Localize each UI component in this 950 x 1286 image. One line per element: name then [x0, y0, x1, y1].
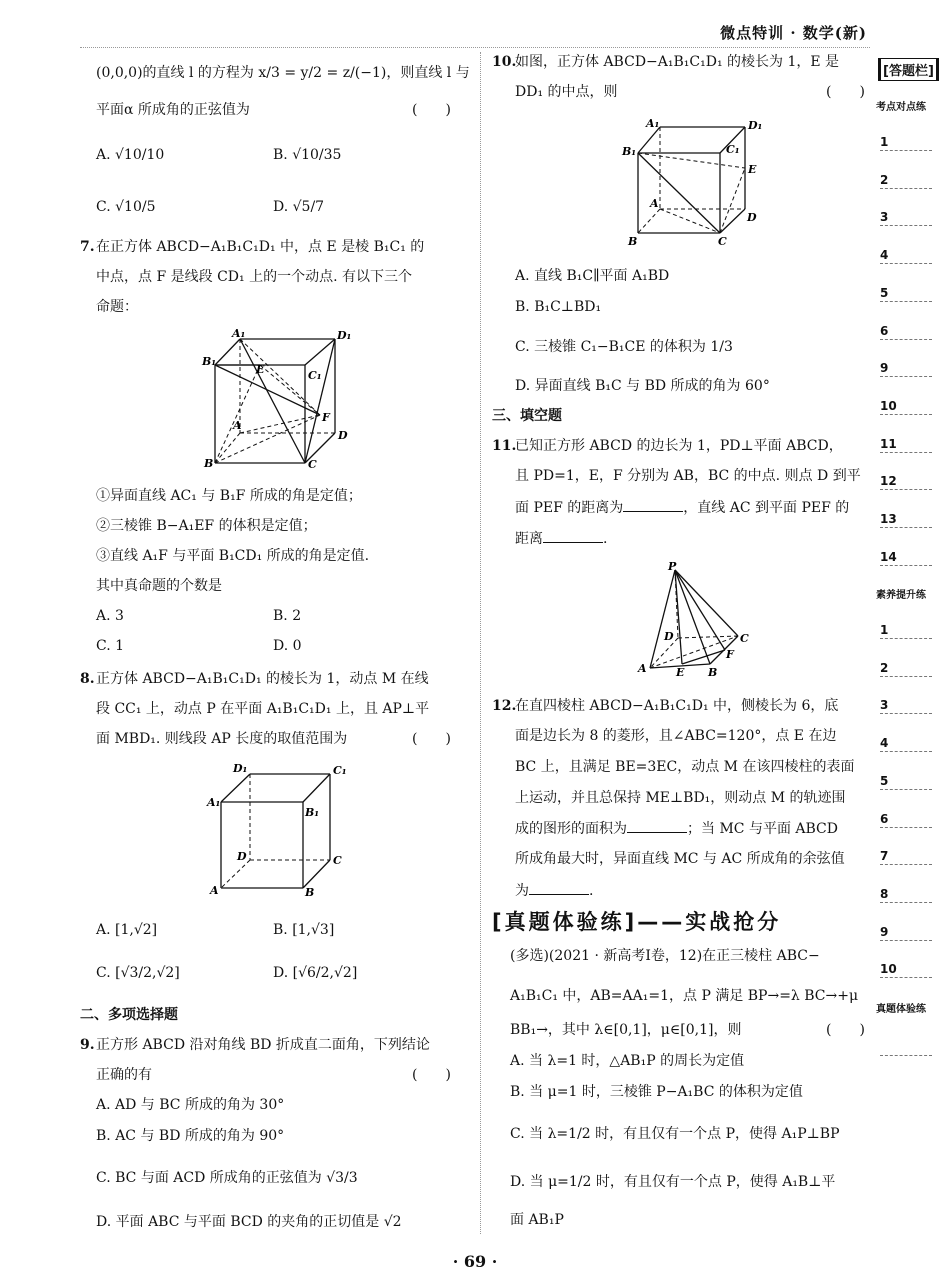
svg-text:C: C — [718, 235, 727, 248]
sidebar-item-g1-8[interactable]: 10 — [880, 399, 932, 415]
svg-text:D: D — [338, 429, 348, 442]
q6-option-a: A. √10/10 — [96, 147, 165, 163]
q6-text-line-1: (0,0,0)的直线 l 的方程为 x/3 = y/2 = z/(−1)，则直线 l 与 — [96, 65, 470, 81]
svg-text:B: B — [628, 235, 638, 248]
sidebar-item-g1-5[interactable]: 5 — [880, 286, 932, 302]
q12-text-line-2: 面是边长为 8 的菱形，且∠ABC=120°，点 E 在边 — [515, 728, 837, 744]
q8-option-b: B. [1,√3] — [273, 922, 335, 938]
q8-option-c: C. [√3/2,√2] — [96, 965, 180, 981]
sidebar-item-g2-3[interactable]: 3 — [880, 698, 932, 714]
q13-option-d-line-2: 面 AB₁P — [510, 1212, 564, 1228]
svg-text:D₁: D₁ — [233, 762, 248, 775]
q7-text-line-1: 在正方体 ABCD−A₁B₁C₁D₁ 中，点 E 是棱 B₁C₁ 的 — [96, 239, 425, 255]
svg-text:A₁: A₁ — [207, 796, 221, 809]
q10-cube-figure — [620, 115, 770, 250]
sidebar-item-g2-2[interactable]: 2 — [880, 661, 932, 677]
svg-text:C₁: C₁ — [726, 143, 740, 156]
svg-text:D₁: D₁ — [337, 329, 352, 342]
q10-option-a: A. 直线 B₁C∥平面 A₁BD — [515, 268, 670, 284]
q12-blank-2[interactable] — [529, 880, 589, 895]
svg-text:D: D — [237, 850, 247, 863]
sidebar-item-g1-2[interactable]: 2 — [880, 173, 932, 189]
q9-answer-paren: ( ) — [412, 1067, 451, 1083]
sidebar-item-g1-10[interactable]: 12 — [880, 474, 932, 490]
svg-text:A: A — [638, 662, 647, 675]
q9-option-d: D. 平面 ABC 与平面 BCD 的夹角的正切值是 √2 — [96, 1214, 402, 1230]
sidebar-item-g2-9[interactable]: 9 — [880, 925, 932, 941]
sidebar-item-g2-5[interactable]: 5 — [880, 774, 932, 790]
sidebar-item-g2-4[interactable]: 4 — [880, 736, 932, 752]
q7-option-d: D. 0 — [273, 638, 302, 654]
page-number: · 69 · — [452, 1252, 498, 1271]
q9-option-a: A. AD 与 BC 所成的角为 30° — [96, 1097, 285, 1113]
q13-text-line-3: BB₁→，其中 λ∈[0,1]，μ∈[0,1]，则 — [510, 1022, 742, 1038]
q9-text-line-2: 正确的有 — [96, 1067, 152, 1083]
section-banner-real-exam: [真题体验练]——实战抢分 — [492, 910, 782, 934]
q11-text-line-3 — [515, 497, 849, 518]
answer-sidebar-title: [答题栏] — [878, 58, 939, 81]
q11-text-line-1: 已知正方形 ABCD 的边长为 1，PD⊥平面 ABCD， — [515, 438, 843, 454]
q11-pyramid-figure — [630, 560, 760, 682]
q12-text-5b: ；当 MC 与平面 ABCD — [687, 821, 838, 837]
q11-text-4a: 距离 — [515, 531, 543, 547]
q7-statement-3: ③直线 A₁F 与平面 B₁CD₁ 所成的角是定值. — [96, 548, 370, 564]
q12-text-line-6: 所成角最大时，异面直线 MC 与 AC 所成角的余弦值 — [515, 851, 845, 867]
q7-text-line-3: 命题： — [96, 299, 138, 315]
q12-text-line-1: 在直四棱柱 ABCD−A₁B₁C₁D₁ 中，侧棱长为 6，底 — [515, 698, 839, 714]
sidebar-group-label-1: 考点对点练 — [876, 102, 926, 113]
q8-option-d: D. [√6/2,√2] — [273, 965, 358, 981]
sidebar-item-g1-11[interactable]: 13 — [880, 512, 932, 528]
sidebar-group-label-3: 真题体验练 — [876, 1004, 926, 1015]
q13-text-line-1: (多选)(2021 · 新高考Ⅰ卷，12)在正三棱柱 ABC− — [510, 948, 820, 964]
q10-option-b: B. B₁C⊥BD₁ — [515, 299, 602, 315]
sidebar-item-g2-1[interactable]: 1 — [880, 623, 932, 639]
q11-number: 11. — [492, 438, 517, 454]
sidebar-item-g1-12[interactable]: 14 — [880, 550, 932, 566]
q10-option-c: C. 三棱锥 C₁−B₁CE 的体积为 1/3 — [515, 339, 733, 355]
svg-text:E: E — [256, 363, 265, 376]
svg-text:D: D — [747, 211, 757, 224]
q13-option-b: B. 当 μ=1 时，三棱锥 P−A₁BC 的体积为定值 — [510, 1084, 803, 1100]
sidebar-item-g2-6[interactable]: 6 — [880, 812, 932, 828]
q12-text-7a: 为 — [515, 883, 529, 899]
q7-option-c: C. 1 — [96, 638, 125, 654]
q8-text-line-3: 面 MBD₁. 则线段 AP 长度的取值范围为 — [96, 731, 348, 747]
sidebar-item-g2-7[interactable]: 7 — [880, 849, 932, 865]
q11-text-3a: 面 PEF 的距离为 — [515, 500, 624, 516]
q8-option-a: A. [1,√2] — [96, 922, 158, 938]
q8-number: 8. — [80, 671, 95, 687]
svg-text:A₁: A₁ — [232, 327, 246, 340]
q9-text-line-1: 正方形 ABCD 沿对角线 BD 折成直二面角，下列结论 — [96, 1037, 430, 1053]
q12-number: 12. — [492, 698, 517, 714]
sidebar-item-g2-10[interactable]: 10 — [880, 962, 932, 978]
q6-option-d: D. √5/7 — [273, 199, 325, 215]
q12-blank-1[interactable] — [627, 818, 687, 833]
q10-answer-paren: ( ) — [826, 84, 865, 100]
q12-text-line-3: BC 上，且满足 BE=3EC，动点 M 在该四棱柱的表面 — [515, 759, 855, 775]
q12-text-line-7 — [515, 880, 593, 901]
svg-text:A₁: A₁ — [646, 117, 660, 130]
svg-text:C₁: C₁ — [308, 369, 322, 382]
svg-text:A: A — [650, 197, 659, 210]
q13-option-d-line-1: D. 当 μ=1/2 时，有且仅有一个点 P，使得 A₁B⊥平 — [510, 1174, 836, 1190]
q11-text-line-2: 且 PD=1，E，F 分别为 AB，BC 的中点. 则点 D 到平 — [515, 468, 861, 484]
q12-text-line-4: 上运动，并且总保持 ME⊥BD₁，则动点 M 的轨迹围 — [515, 790, 846, 806]
svg-text:C₁: C₁ — [333, 764, 347, 777]
q8-text-line-2: 段 CC₁ 上，动点 P 在平面 A₁B₁C₁D₁ 上，且 AP⊥平 — [96, 701, 430, 717]
q7-cube-figure — [200, 325, 360, 475]
svg-text:B₁: B₁ — [622, 145, 637, 158]
q9-number: 9. — [80, 1037, 95, 1053]
svg-text:C: C — [308, 458, 317, 471]
q13-answer-paren: ( ) — [826, 1022, 865, 1038]
svg-text:B: B — [305, 886, 315, 899]
header-divider — [80, 47, 870, 48]
sidebar-item-g1-9[interactable]: 11 — [880, 437, 932, 453]
page-header-title: 微点特训 · 数学(新) — [720, 24, 867, 42]
svg-text:D: D — [664, 630, 674, 643]
q7-option-a: A. 3 — [96, 608, 124, 624]
svg-text:B₁: B₁ — [305, 806, 320, 819]
svg-text:F: F — [322, 411, 330, 424]
svg-text:B₁: B₁ — [202, 355, 217, 368]
sidebar-item-g1-4[interactable]: 4 — [880, 248, 932, 264]
q11-text-4b: . — [603, 531, 608, 547]
q11-text-line-4 — [515, 528, 607, 549]
sidebar-item-g1-7[interactable]: 9 — [880, 361, 932, 377]
q11-text-3b: ，直线 AC 到平面 PEF 的 — [683, 500, 850, 516]
svg-text:E: E — [748, 163, 757, 176]
sidebar-answer-blank[interactable] — [880, 1040, 932, 1056]
q10-text-line-2: DD₁ 的中点，则 — [515, 84, 618, 100]
section-multiple-choice: 二、多项选择题 — [80, 1007, 178, 1023]
q6-text-line-2: 平面α 所成角的正弦值为 — [96, 102, 250, 118]
q13-text-line-2: A₁B₁C₁ 中，AB=AA₁=1，点 P 满足 BP→=λ BC→+μ — [510, 988, 859, 1004]
sidebar-group-label-2: 素养提升练 — [876, 590, 926, 601]
q10-option-d: D. 异面直线 B₁C 与 BD 所成的角为 60° — [515, 378, 770, 394]
svg-text:C: C — [333, 854, 342, 867]
sidebar-item-g1-6[interactable]: 6 — [880, 324, 932, 340]
q7-text-line-2: 中点，点 F 是线段 CD₁ 上的一个动点. 有以下三个 — [96, 269, 412, 285]
q13-option-a: A. 当 λ=1 时，△AB₁P 的周长为定值 — [510, 1053, 745, 1069]
q9-option-c: C. BC 与面 ACD 所成角的正弦值为 √3/3 — [96, 1170, 358, 1186]
svg-text:D₁: D₁ — [748, 119, 763, 132]
sidebar-item-g1-1[interactable]: 1 — [880, 135, 932, 151]
q7-statement-1: ①异面直线 AC₁ 与 B₁F 所成的角是定值； — [96, 488, 362, 504]
sidebar-item-g2-8[interactable]: 8 — [880, 887, 932, 903]
q12-text-5a: 成的图形的面积为 — [515, 821, 627, 837]
q8-text-line-1: 正方体 ABCD−A₁B₁C₁D₁ 的棱长为 1，动点 M 在线 — [96, 671, 429, 687]
column-divider — [480, 52, 481, 1234]
q10-text-line-1: 如图，正方体 ABCD−A₁B₁C₁D₁ 的棱长为 1，E 是 — [515, 54, 840, 70]
svg-text:A: A — [210, 884, 219, 897]
svg-text:F: F — [726, 648, 734, 661]
section-fill-blank: 三、填空题 — [492, 408, 562, 424]
q11-blank-1[interactable] — [623, 497, 683, 512]
svg-text:E: E — [676, 666, 685, 679]
q9-option-b: B. AC 与 BD 所成的角为 90° — [96, 1128, 285, 1144]
q11-blank-2[interactable] — [543, 528, 603, 543]
q6-answer-paren: ( ) — [412, 102, 451, 118]
svg-text:P: P — [668, 560, 677, 573]
q7-text-line-4: 其中真命题的个数是 — [96, 578, 222, 594]
q7-option-b: B. 2 — [273, 608, 302, 624]
svg-text:B: B — [708, 666, 718, 679]
q12-text-line-5 — [515, 818, 838, 839]
q6-option-c: C. √10/5 — [96, 199, 156, 215]
q6-option-b: B. √10/35 — [273, 147, 342, 163]
sidebar-item-g1-3[interactable]: 3 — [880, 210, 932, 226]
svg-text:B: B — [204, 457, 214, 470]
q7-statement-2: ②三棱锥 B−A₁EF 的体积是定值； — [96, 518, 317, 534]
q10-number: 10. — [492, 54, 517, 70]
q7-number: 7. — [80, 239, 95, 255]
svg-text:C: C — [740, 632, 749, 645]
svg-text:A: A — [233, 419, 242, 432]
q8-answer-paren: ( ) — [412, 731, 451, 747]
q12-text-7b: . — [589, 883, 594, 899]
q13-option-c: C. 当 λ=1/2 时，有且仅有一个点 P，使得 A₁P⊥BP — [510, 1126, 840, 1142]
q8-cube-figure — [205, 760, 355, 900]
